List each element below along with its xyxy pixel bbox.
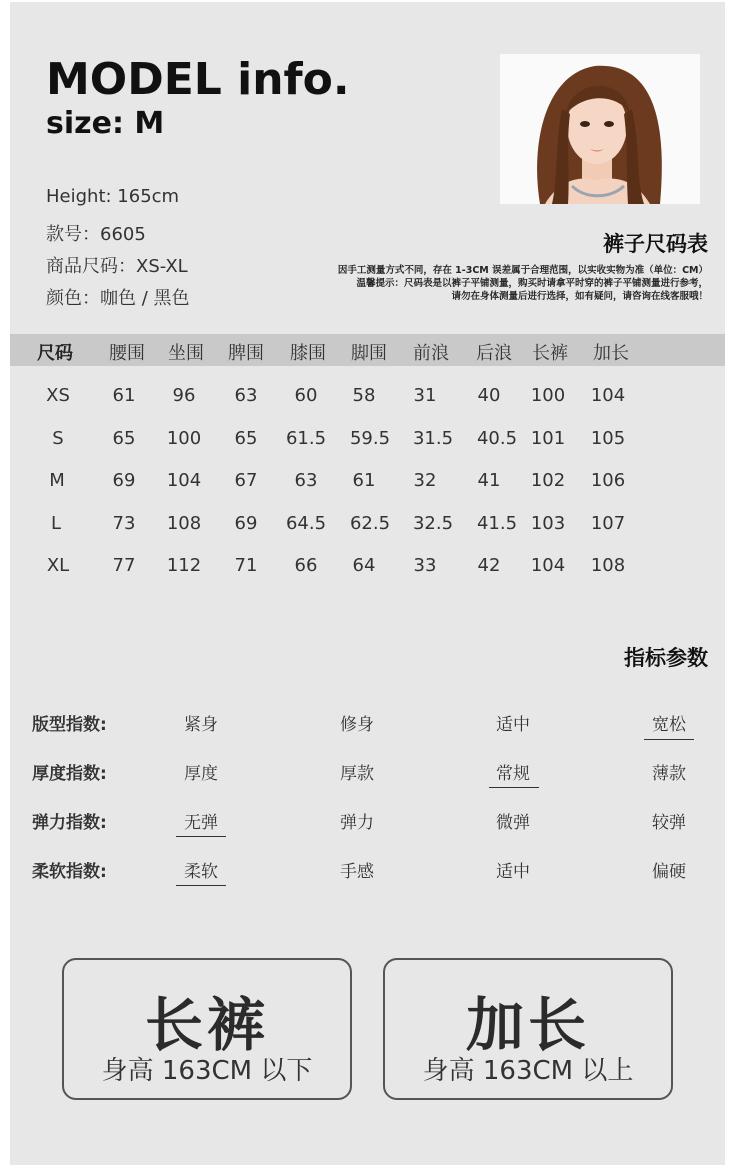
table-cell: 58 <box>352 385 376 406</box>
table-cell: 100 <box>166 428 202 449</box>
table-cell: 40.5 <box>476 428 518 449</box>
color-options: 颜色：咖色 / 黑色 <box>46 288 190 309</box>
table-header-cell: 膝围 <box>290 343 326 364</box>
index-label-fit: 版型指数: <box>32 715 107 735</box>
size-chart-note <box>338 264 708 303</box>
indices-title: 指标参数 <box>624 646 708 670</box>
length-box-long <box>383 958 673 1100</box>
table-cell: L <box>50 513 62 534</box>
table-cell: 59.5 <box>349 428 391 449</box>
table-cell: 69 <box>234 513 258 534</box>
table-cell: 104 <box>530 555 566 576</box>
index-option: 适中 <box>496 862 530 882</box>
table-cell: 73 <box>112 513 136 534</box>
index-option: 手感 <box>340 862 374 882</box>
index-option: 厚度 <box>184 764 218 784</box>
table-cell: 106 <box>590 470 626 491</box>
table-header-cell: 尺码 <box>37 343 73 364</box>
index-option-selected: 常规 <box>496 764 530 784</box>
table-cell: 61 <box>112 385 136 406</box>
table-cell: 67 <box>234 470 258 491</box>
table-cell: 77 <box>112 555 136 576</box>
selected-underline <box>176 885 226 886</box>
table-cell: 60 <box>294 385 318 406</box>
table-cell: 69 <box>112 470 136 491</box>
index-option: 弹力 <box>340 813 374 833</box>
table-cell: 64 <box>352 555 376 576</box>
table-cell: 66 <box>294 555 318 576</box>
table-cell: 105 <box>590 428 626 449</box>
table-cell: 108 <box>166 513 202 534</box>
index-option: 较弹 <box>652 813 686 833</box>
table-cell: 104 <box>590 385 626 406</box>
table-cell: 31 <box>413 385 437 406</box>
table-cell: 32 <box>413 470 437 491</box>
table-cell: 71 <box>234 555 258 576</box>
table-cell: 103 <box>530 513 566 534</box>
index-option-selected: 宽松 <box>652 715 686 735</box>
table-cell: 96 <box>172 385 196 406</box>
table-header-cell: 长裤 <box>532 343 568 364</box>
index-label-stretch: 弹力指数: <box>32 813 107 833</box>
index-option-selected: 无弹 <box>184 813 218 833</box>
selected-underline <box>644 739 694 740</box>
table-cell: 32.5 <box>412 513 454 534</box>
table-cell: 41 <box>477 470 501 491</box>
index-option-selected: 柔软 <box>184 862 218 882</box>
table-cell: 33 <box>413 555 437 576</box>
size-chart-title: 裤子尺码表 <box>603 232 708 256</box>
table-cell: 65 <box>234 428 258 449</box>
table-cell: 61 <box>352 470 376 491</box>
index-label-softness: 柔软指数: <box>32 862 107 882</box>
index-option: 微弹 <box>496 813 530 833</box>
size-range: 商品尺码：XS-XL <box>46 256 188 277</box>
table-header-cell: 腰围 <box>109 343 145 364</box>
table-cell: XS <box>46 385 70 406</box>
index-option: 修身 <box>340 715 374 735</box>
table-cell: 104 <box>166 470 202 491</box>
table-cell: M <box>49 470 65 491</box>
index-option: 适中 <box>496 715 530 735</box>
length-box-title: 长裤 <box>144 991 269 1059</box>
table-cell: 61.5 <box>285 428 327 449</box>
length-box-title: 加长 <box>465 991 590 1059</box>
table-cell: 41.5 <box>476 513 518 534</box>
table-cell: 31.5 <box>412 428 454 449</box>
table-cell: 102 <box>530 470 566 491</box>
table-cell: 100 <box>530 385 566 406</box>
model-portrait-image <box>500 54 700 204</box>
model-size: size: M <box>46 106 165 141</box>
index-option: 薄款 <box>652 764 686 784</box>
table-cell: 63 <box>234 385 258 406</box>
model-photo <box>500 54 700 204</box>
page-title: MODEL info. <box>46 54 350 105</box>
table-header-cell: 后浪 <box>476 343 512 364</box>
table-cell: 65 <box>112 428 136 449</box>
index-option: 偏硬 <box>652 862 686 882</box>
table-header-cell: 前浪 <box>413 343 449 364</box>
table-cell: 108 <box>590 555 626 576</box>
index-option: 厚款 <box>340 764 374 784</box>
table-cell: 42 <box>477 555 501 576</box>
table-header-cell: 脚围 <box>351 343 387 364</box>
selected-underline <box>489 787 539 788</box>
length-box-regular <box>62 958 352 1100</box>
table-cell: 40 <box>477 385 501 406</box>
table-cell: 107 <box>590 513 626 534</box>
index-option: 紧身 <box>184 715 218 735</box>
size-guide-page <box>10 2 725 1165</box>
length-box-height: 身高 163CM 以上 <box>422 1056 634 1086</box>
table-cell: 64.5 <box>285 513 327 534</box>
note-line: 请勿在身体测量后进行选择，如有疑问，请咨询在线客服哦！ <box>451 291 708 302</box>
table-header-cell: 脾围 <box>228 343 264 364</box>
model-height: Height: 165cm <box>46 186 180 207</box>
note-line: 因手工测量方式不同，存在 1-3CM 误差属于合理范围，以实收实物为准（单位：CM） <box>337 265 708 276</box>
table-cell: 63 <box>294 470 318 491</box>
index-label-thickness: 厚度指数: <box>32 764 107 784</box>
length-box-height: 身高 163CM 以下 <box>101 1056 313 1086</box>
table-cell: 112 <box>166 555 202 576</box>
table-cell: 62.5 <box>349 513 391 534</box>
table-header-cell: 坐围 <box>168 343 204 364</box>
selected-underline <box>176 836 226 837</box>
table-cell: 101 <box>530 428 566 449</box>
note-line: 温馨提示：尺码表是以裤子平铺测量，购买时请拿平时穿的裤子平铺测量进行参考， <box>356 278 708 289</box>
table-cell: S <box>52 428 64 449</box>
table-cell: XL <box>46 555 70 576</box>
table-header-cell: 加长 <box>593 343 629 364</box>
style-number: 款号：6605 <box>46 224 146 245</box>
